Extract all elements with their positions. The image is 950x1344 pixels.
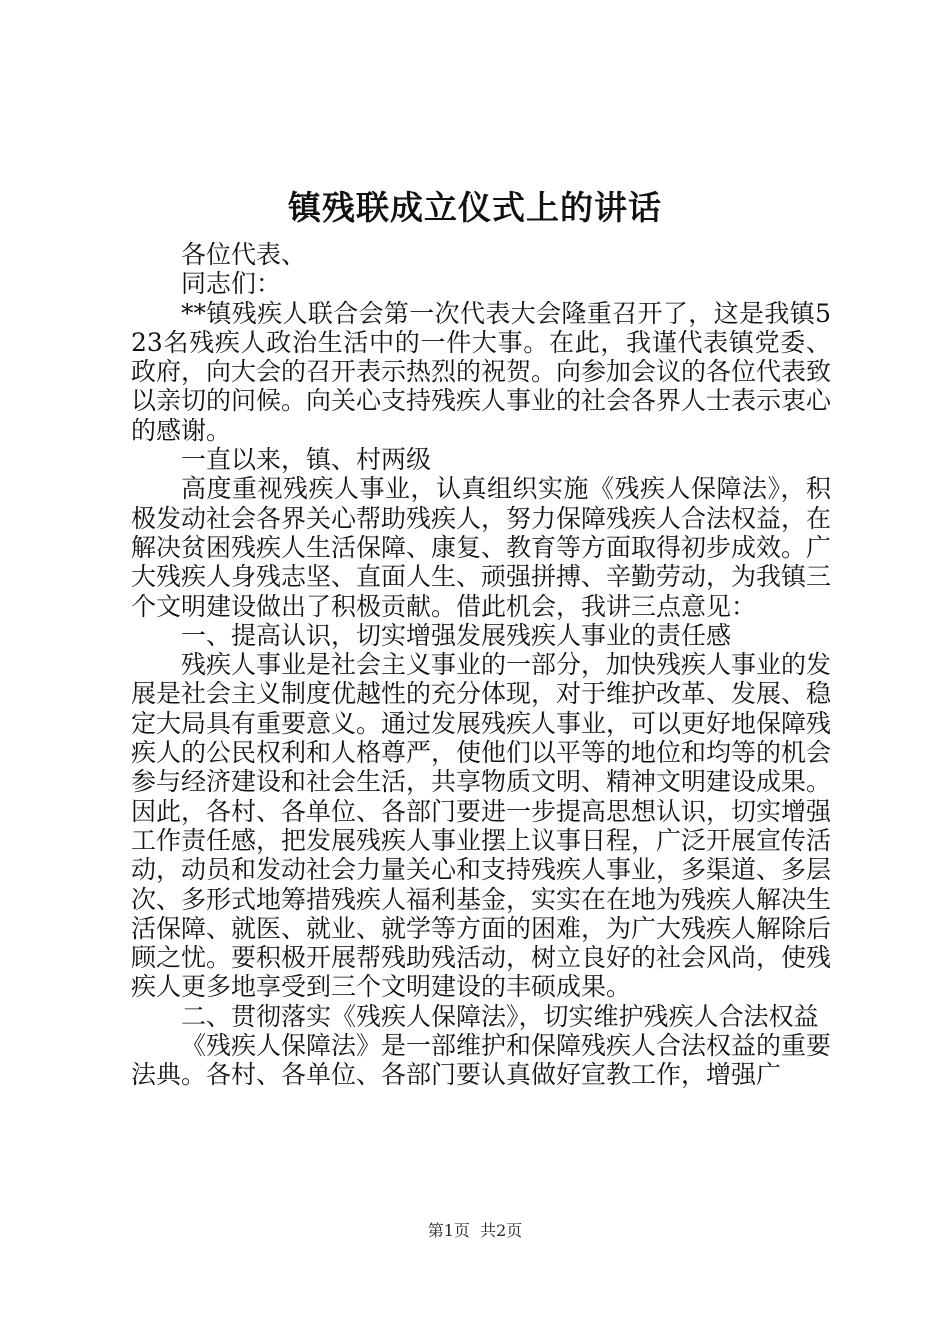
document-title: 镇残联成立仪式上的讲话 bbox=[288, 188, 662, 227]
paragraph-transition: 一直以来，镇、村两级 bbox=[181, 445, 432, 475]
section-heading-2: 二、贯彻落实《残疾人保障法》，切实维护残疾人合法权益 bbox=[181, 1001, 819, 1031]
salutation-line-2: 同志们： bbox=[181, 269, 282, 299]
paragraph-opening: **镇残疾人联合会第一次代表大会隆重召开了，这是我镇523名残疾人政治生活中的一件大事。在此，我谨代表镇党委、政府，向大会的召开表示热烈的祝贺。向参加会议的各位代表致以亲切的问候。向关心支持残疾人事业的社会各界人士表示衷心的感谢。 bbox=[131, 298, 832, 445]
page-number: 第1页 bbox=[427, 1221, 470, 1240]
paragraph-section-2: 《残疾人保障法》是一部维护和保障残疾人合法权益的重要法典。各村、各单位、各部门要认真做好宣教工作，增强广 bbox=[131, 1031, 832, 1090]
page-total: 共2页 bbox=[480, 1221, 523, 1240]
section-heading-1: 一、提高认识，切实增强发展残疾人事业的责任感 bbox=[181, 620, 732, 650]
salutation-line-1: 各位代表、 bbox=[181, 240, 307, 269]
page-footer bbox=[0, 1218, 950, 1241]
document-body bbox=[131, 240, 831, 1090]
paragraph-achievements: 高度重视残疾人事业，认真组织实施《残疾人保障法》，积极发动社会各界关心帮助残疾人，努力保障残疾人合法权益，在解决贫困残疾人生活保障、康复、教育等方面取得初步成效。广大残疾人身残志坚、直面人生、顽强拼搏、辛勤劳动，为我镇三个文明建设做出了积极贡献。借此机会，我讲三点意见： bbox=[131, 474, 832, 621]
paragraph-section-1: 残疾人事业是社会主义事业的一部分，加快残疾人事业的发展是社会主义制度优越性的充分体现，对于维护改革、发展、稳定大局具有重要意义。通过发展残疾人事业，可以更好地保障残疾人的公民权利和人格尊严，使他们以平等的地位和均等的机会参与经济建设和社会生活，共享物质文明、精神文明建设成果。因此，各村、各单位、各部门要进一步提高思想认识，切实增强工作责任感，把发展残疾人事业摆上议事日程，广泛开展宣传活动，动员和发动社会力量关心和支持残疾人事业，多渠道、多层次、多形式地筹措残疾人福利基金，实实在在地为残疾人解决生活保障、就医、就业、就学等方面的困难，为广大残疾人解除后顾之忧。要积极开展帮残助残活动，树立良好的社会风尚，使残疾人更多地享受到三个文明建设的丰硕成果。 bbox=[131, 650, 832, 1002]
